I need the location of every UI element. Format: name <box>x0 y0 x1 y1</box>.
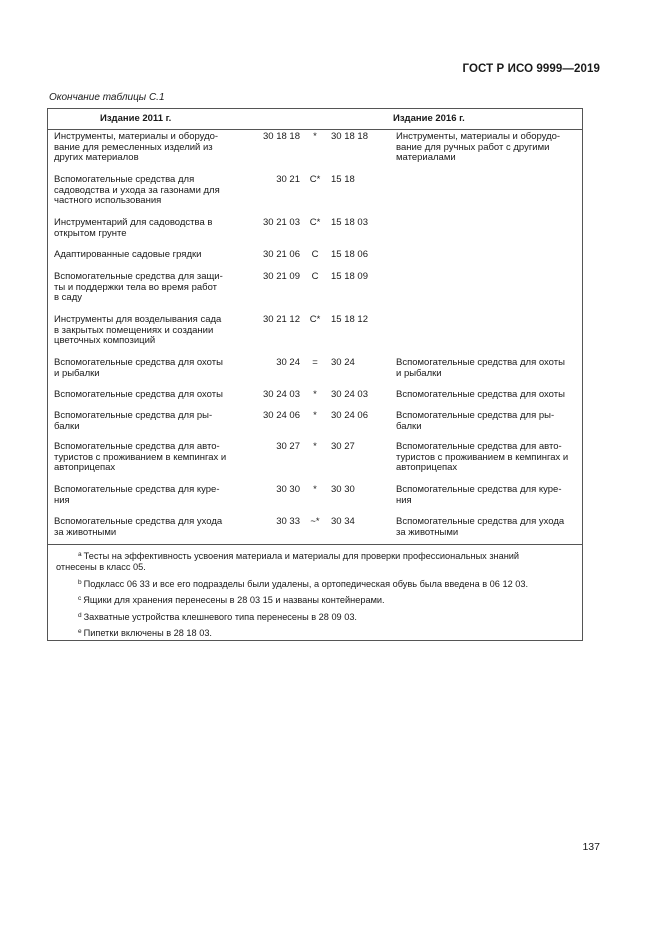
cell-mark: * <box>313 389 317 400</box>
cell-code-2011: 30 21 <box>276 174 300 185</box>
cell-code-2016: 30 27 <box>331 441 355 452</box>
cell-text-2011: Инструментарий для садоводства в открытом грунте <box>54 217 213 239</box>
cell-mark: = <box>312 357 318 368</box>
cell-mark: ~* <box>310 516 320 527</box>
cell-code-2016: 30 24 06 <box>331 410 368 421</box>
cell-code-2016: 30 18 18 <box>331 131 368 142</box>
concordance-table <box>47 108 583 641</box>
cell-code-2016: 30 24 <box>331 357 355 368</box>
header-edition-2011: Издание 2011 г. <box>100 113 172 124</box>
cell-code-2011: 30 18 18 <box>263 131 300 142</box>
cell-text-2011: Вспомогательные средства для садоводства и ухода за газонами для частного использования <box>54 174 220 206</box>
standard-code: ГОСТ Р ИСО 9999—2019 <box>462 63 600 75</box>
header-edition-2016: Издание 2016 г. <box>393 113 465 124</box>
cell-code-2016: 30 30 <box>331 484 355 495</box>
cell-code-2011: 30 33 <box>276 516 300 527</box>
footnote-mark: b <box>78 579 82 586</box>
cell-mark: * <box>313 410 317 421</box>
cell-code-2016: 15 18 <box>331 174 355 185</box>
footnote-mark: a <box>78 551 82 558</box>
cell-text-2011: Инструменты, материалы и оборудо- вание для ремесленных изделий из других материалов <box>54 131 219 163</box>
cell-mark: * <box>313 441 317 452</box>
table-caption: Окончание таблицы С.1 <box>49 92 165 103</box>
cell-code-2011: 30 21 12 <box>263 314 300 325</box>
cell-text-2011: Адаптированные садовые грядки <box>54 249 202 260</box>
cell-text-2011: Вспомогательные средства для охоты и рыбалки <box>54 357 223 379</box>
footnote: $^b$ Подкласс 06 33 и все его подразделы были удалены, а ортопедическая обувь была введена в 06 12 03. <box>78 579 528 589</box>
cell-code-2011: 30 24 06 <box>263 410 300 421</box>
cell-text-2011: Вспомогательные средства для ухода за животными <box>54 516 223 538</box>
cell-code-2016: 30 34 <box>331 516 355 527</box>
cell-text-2016: Инструменты, материалы и оборудо- вание для ручных работ с другими материалами <box>396 131 561 163</box>
table-footnotes <box>48 544 582 638</box>
cell-text-2011: Вспомогательные средства для охоты <box>54 389 223 400</box>
cell-code-2011: 30 21 09 <box>263 271 300 282</box>
cell-text-2016: Вспомогательные средства для авто- туристов с проживанием в кемпингах и автоприцепах <box>396 441 569 473</box>
cell-mark: С* <box>309 314 321 325</box>
cell-code-2016: 15 18 06 <box>331 249 368 260</box>
cell-mark: * <box>313 131 317 142</box>
cell-text-2011: Инструменты для возделывания сада в закрытых помещениях и создании цветочных композиций <box>54 314 222 346</box>
cell-text-2016: Вспомогательные средства для охоты и рыбалки <box>396 357 565 379</box>
cell-mark: * <box>313 484 317 495</box>
cell-mark: С* <box>309 174 321 185</box>
footnote-mark: e <box>78 628 82 635</box>
cell-code-2016: 30 24 03 <box>331 389 368 400</box>
footnote: $^d$ Захватные устройства клешневого типа перенесены в 28 09 03. <box>78 612 357 622</box>
cell-text-2011: Вспомогательные средства для куре- ния <box>54 484 220 506</box>
cell-text-2016: Вспомогательные средства для ры- балки <box>396 410 555 432</box>
cell-code-2011: 30 30 <box>276 484 300 495</box>
cell-mark: С <box>311 271 319 282</box>
cell-code-2011: 30 21 06 <box>263 249 300 260</box>
cell-text-2016: Вспомогательные средства для охоты <box>396 389 565 400</box>
cell-code-2011: 30 27 <box>276 441 300 452</box>
table-header <box>48 108 582 130</box>
cell-code-2016: 15 18 12 <box>331 314 368 325</box>
cell-code-2016: 15 18 09 <box>331 271 368 282</box>
cell-code-2016: 15 18 03 <box>331 217 368 228</box>
cell-text-2011: Вспомогательные средства для ры- балки <box>54 410 213 432</box>
footnote: $^c$ Ящики для хранения перенесены в 28 03 15 и названы контейнерами. <box>78 595 385 605</box>
cell-code-2011: 30 24 03 <box>263 389 300 400</box>
footnote-mark: d <box>78 612 82 619</box>
footnote-mark: c <box>78 595 82 602</box>
cell-mark: С* <box>309 217 321 228</box>
cell-text-2011: Вспомогательные средства для защи- ты и поддержки тела во время работ в саду <box>54 271 223 303</box>
cell-text-2016: Вспомогательные средства для ухода за животными <box>396 516 565 538</box>
cell-code-2011: 30 24 <box>276 357 300 368</box>
cell-mark: С <box>311 249 319 260</box>
cell-text-2011: Вспомогательные средства для авто- туристов с проживанием в кемпингах и автоприцепах <box>54 441 227 473</box>
cell-code-2011: 30 21 03 <box>263 217 300 228</box>
footnote: $^a$ Тесты на эффективность усвоения материала и материалы для проверки профессиональных знаний отнесены в класс 05. <box>56 551 520 572</box>
footnote: $^e$ Пипетки включены в 28 18 03. <box>78 628 212 638</box>
cell-text-2016: Вспомогательные средства для куре- ния <box>396 484 562 506</box>
page-number: 137 <box>582 841 600 853</box>
